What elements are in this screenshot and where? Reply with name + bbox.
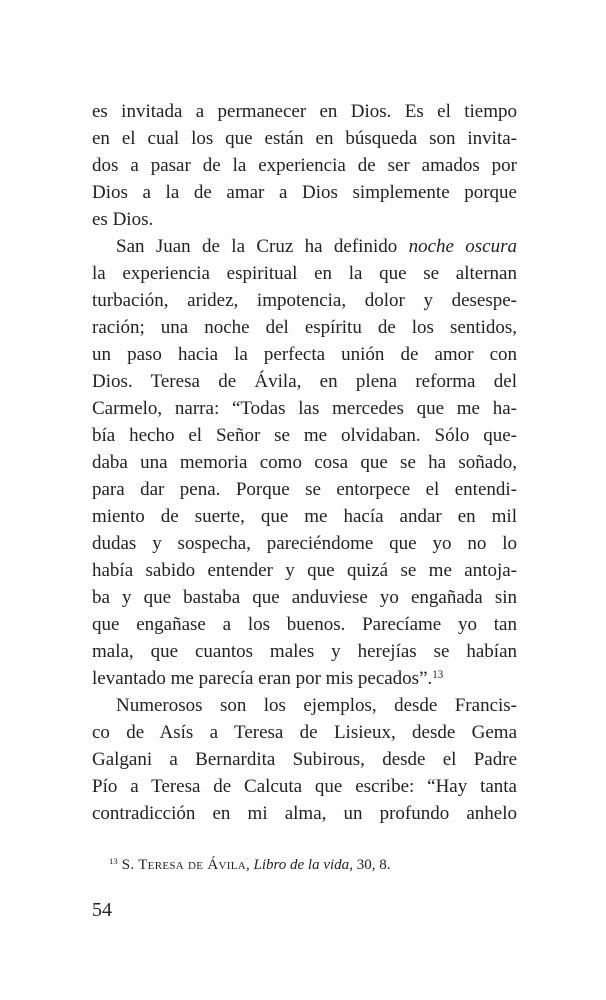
text-segment: levantado me parecía eran por mis pecados”. — [92, 668, 433, 689]
text-segment: turbación, aridez, impotencia, dolor y desespe- — [92, 290, 517, 311]
text-segment: daba una memoria como cosa que se ha soñado, — [92, 452, 517, 473]
footnote-reference: 13 — [432, 668, 444, 681]
text-segment: la experiencia espiritual en la que se alternan — [92, 263, 517, 284]
text-line — [92, 98, 517, 125]
text-line — [92, 584, 517, 611]
text-line — [92, 422, 517, 449]
text-line — [92, 233, 517, 260]
text-line — [92, 152, 517, 179]
text-segment: miento de suerte, que me hacía andar en mil — [92, 506, 517, 527]
text-segment: bía hecho el Señor se me olvidaban. Sólo que- — [92, 425, 517, 446]
text-line — [92, 773, 517, 800]
text-line — [92, 206, 517, 233]
body-text — [92, 98, 517, 827]
text-segment: es invitada a permanecer en Dios. Es el tiempo — [92, 101, 517, 122]
text-segment: Carmelo, narra: “Todas las mercedes que me ha- — [92, 398, 517, 419]
text-segment: dudas y sospecha, pareciéndome que yo no lo — [92, 533, 517, 554]
text-segment: mala, que cuantos males y herejías se habían — [92, 641, 517, 662]
text-line — [92, 530, 517, 557]
text-segment: San Juan de la Cruz ha definido — [116, 236, 409, 257]
text-segment: Dios. Teresa de Ávila, en plena reforma del — [92, 371, 517, 392]
text-line — [92, 125, 517, 152]
text-segment: es Dios. — [92, 209, 154, 230]
text-line — [92, 692, 517, 719]
text-line — [92, 611, 517, 638]
text-line — [92, 449, 517, 476]
text-segment: S. Teresa de Ávila — [117, 857, 246, 873]
text-segment: había sabido entender y que quizá se me antoja- — [92, 560, 517, 581]
text-segment: , 30, 8. — [349, 857, 391, 873]
text-line — [92, 395, 517, 422]
text-line — [92, 476, 517, 503]
text-line — [92, 368, 517, 395]
text-segment: , — [245, 857, 254, 873]
text-segment: contradicción en mi alma, un profundo anhelo — [92, 803, 517, 824]
footnote-reference: 13 — [109, 856, 118, 867]
page-number: 54 — [92, 899, 112, 921]
text-line — [92, 287, 517, 314]
text-line — [92, 746, 517, 773]
text-line — [92, 503, 517, 530]
text-segment: un paso hacia la perfecta unión de amor con — [92, 344, 517, 365]
text-segment: Libro de la vida — [253, 857, 350, 873]
text-line — [92, 179, 517, 206]
text-segment: noche oscura — [408, 236, 517, 257]
text-segment: dos a pasar de la experiencia de ser amados por — [92, 155, 517, 176]
text-segment: para dar pena. Porque se entorpece el entendi- — [92, 479, 517, 500]
text-segment: Galgani a Bernardita Subirous, desde el Padre — [92, 749, 517, 770]
text-line — [92, 341, 517, 368]
text-segment: en el cual los que están en búsqueda son invita- — [92, 128, 517, 149]
text-segment: co de Asís a Teresa de Lisieux, desde Gema — [92, 722, 517, 743]
text-line — [92, 719, 517, 746]
text-segment: Numerosos son los ejemplos, desde Francis- — [116, 695, 517, 716]
text-segment: Pío a Teresa de Calcuta que escribe: “Hay tanta — [92, 776, 517, 797]
text-segment: ba y que bastaba que anduviese yo engañada sin — [92, 587, 517, 608]
text-line — [92, 638, 517, 665]
footnote — [92, 855, 517, 875]
text-line — [92, 665, 517, 692]
text-line — [92, 557, 517, 584]
text-segment: Dios a la de amar a Dios simplemente porque — [92, 182, 517, 203]
text-segment: ración; una noche del espíritu de los sentidos, — [92, 317, 517, 338]
text-line — [92, 800, 517, 827]
text-segment: que engañase a los buenos. Parecíame yo tan — [92, 614, 517, 635]
text-line — [92, 314, 517, 341]
text-line — [92, 260, 517, 287]
